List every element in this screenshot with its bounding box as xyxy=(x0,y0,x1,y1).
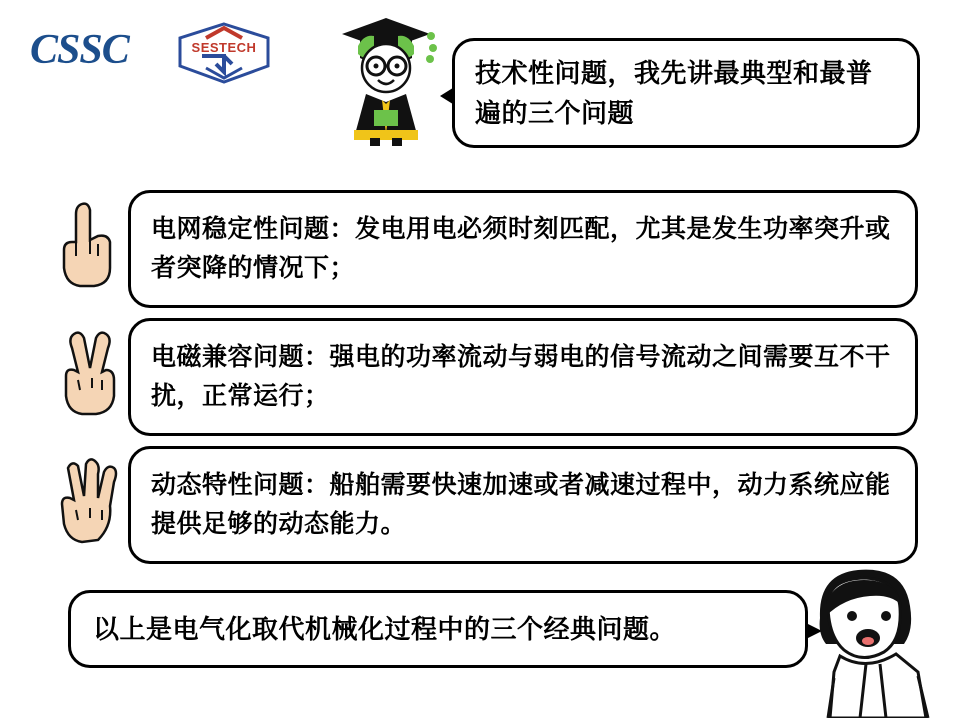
listener-character-icon xyxy=(800,560,950,718)
point-1-bubble xyxy=(128,190,918,308)
graduate-character-icon xyxy=(330,6,442,146)
point-1-text: 电网稳定性问题：发电用电必须时刻匹配，尤其是发生功率突升或者突降的情况下； xyxy=(151,215,891,282)
summary-bubble xyxy=(68,590,808,668)
point-3-text: 动态特性问题：船舶需要快速加速或者减速过程中，动力系统应能提供足够的动态能力。 xyxy=(151,471,891,538)
summary-text: 以上是电气化取代机械化过程中的三个经典问题。 xyxy=(93,613,677,644)
one-finger-hand-icon xyxy=(52,196,124,292)
title-bubble-text: 技术性问题，我先讲最典型和最普遍的三个问题 xyxy=(475,57,873,128)
title-speech-bubble xyxy=(452,38,920,148)
sestech-logo-text: SESTECH xyxy=(191,40,257,55)
two-finger-hand-icon xyxy=(52,324,124,420)
point-2-bubble xyxy=(128,318,918,436)
point-3-bubble xyxy=(128,446,918,564)
sestech-logo xyxy=(176,22,272,84)
point-2-text: 电磁兼容问题：强电的功率流动与弱电的信号流动之间需要互不干扰，正常运行； xyxy=(151,343,891,410)
cssc-logo: CSSC xyxy=(30,27,129,73)
three-finger-hand-icon xyxy=(52,452,124,548)
